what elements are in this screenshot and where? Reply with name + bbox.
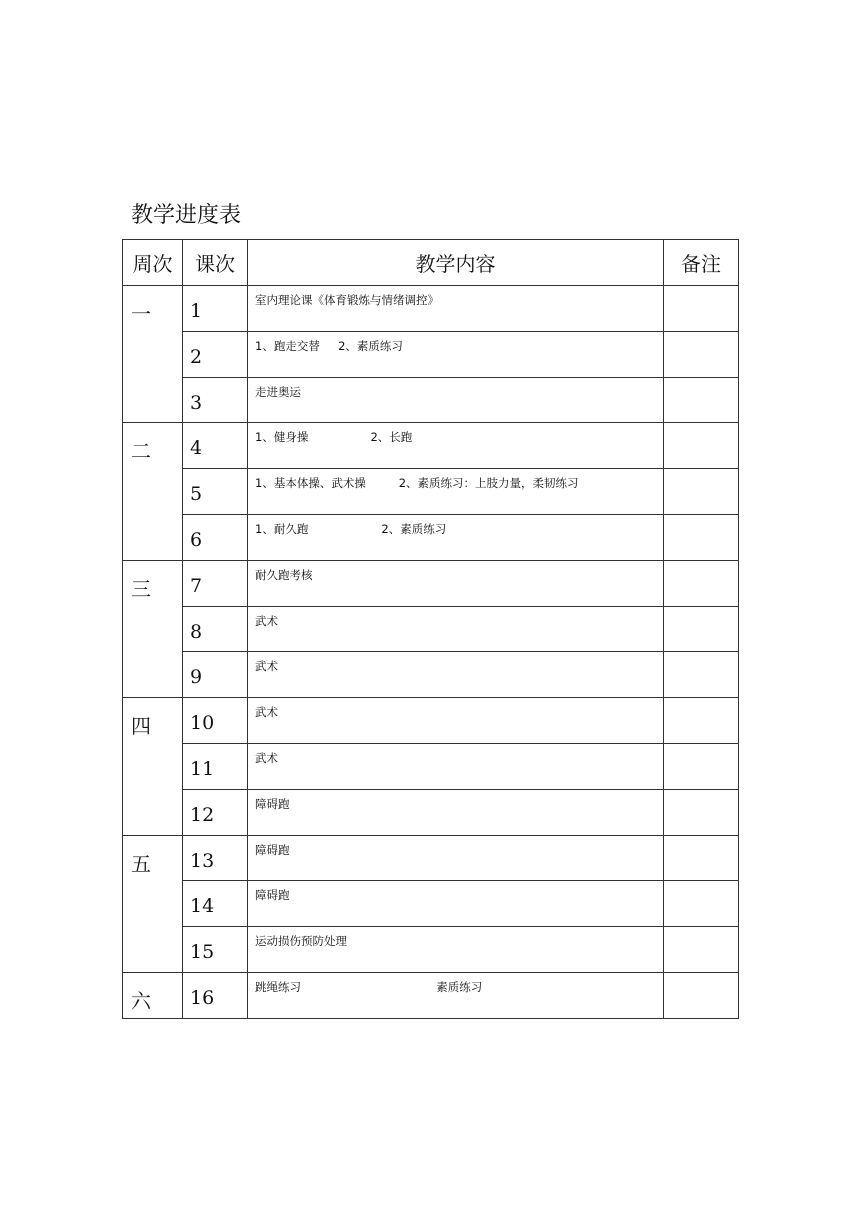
content-cell: 耐久跑考核 xyxy=(248,560,664,606)
content-cell: 1、健身操 2、长跑 xyxy=(248,423,664,469)
content-cell: 1、基本体操、武术操 2、素质练习：上肢力量，柔韧练习 xyxy=(248,469,664,515)
content-cell: 1、耐久跑 2、素质练习 xyxy=(248,514,664,560)
table-row xyxy=(123,972,739,1018)
content-cell: 运动损伤预防处理 xyxy=(248,927,664,973)
note-cell xyxy=(664,514,739,560)
lesson-cell: 9 xyxy=(183,652,248,698)
week-cell: 五 xyxy=(123,835,183,972)
lesson-cell: 11 xyxy=(183,743,248,789)
lesson-cell: 2 xyxy=(183,331,248,377)
lesson-cell: 15 xyxy=(183,927,248,973)
table-row xyxy=(123,881,739,927)
table-row xyxy=(123,286,739,332)
lesson-cell: 6 xyxy=(183,514,248,560)
content-cell: 武术 xyxy=(248,606,664,652)
note-cell xyxy=(664,286,739,332)
note-cell xyxy=(664,423,739,469)
lesson-cell: 4 xyxy=(183,423,248,469)
table-row xyxy=(123,698,739,744)
lesson-cell: 7 xyxy=(183,560,248,606)
note-cell xyxy=(664,743,739,789)
table-row xyxy=(123,560,739,606)
week-cell: 二 xyxy=(123,423,183,560)
note-cell xyxy=(664,560,739,606)
table-row xyxy=(123,927,739,973)
note-cell xyxy=(664,652,739,698)
note-cell xyxy=(664,927,739,973)
table-row xyxy=(123,423,739,469)
lesson-cell: 8 xyxy=(183,606,248,652)
table-row xyxy=(123,331,739,377)
note-cell xyxy=(664,469,739,515)
content-cell: 走进奥运 xyxy=(248,377,664,423)
lesson-cell: 12 xyxy=(183,789,248,835)
note-cell xyxy=(664,835,739,881)
content-cell: 障碍跑 xyxy=(248,789,664,835)
lesson-cell: 13 xyxy=(183,835,248,881)
header-lesson: 课次 xyxy=(183,240,248,286)
note-cell xyxy=(664,881,739,927)
content-cell: 武术 xyxy=(248,743,664,789)
week-cell: 六 xyxy=(123,972,183,1018)
teaching-schedule-table xyxy=(122,239,739,1019)
table-row xyxy=(123,514,739,560)
lesson-cell: 5 xyxy=(183,469,248,515)
table-row xyxy=(123,743,739,789)
note-cell xyxy=(664,789,739,835)
lesson-cell: 16 xyxy=(183,972,248,1018)
lesson-cell: 14 xyxy=(183,881,248,927)
content-cell: 障碍跑 xyxy=(248,881,664,927)
note-cell xyxy=(664,377,739,423)
lesson-cell: 10 xyxy=(183,698,248,744)
note-cell xyxy=(664,698,739,744)
content-cell: 武术 xyxy=(248,652,664,698)
week-cell: 三 xyxy=(123,560,183,697)
lesson-cell: 1 xyxy=(183,286,248,332)
lesson-cell: 3 xyxy=(183,377,248,423)
content-cell: 室内理论课《体育锻炼与情绪调控》 xyxy=(248,286,664,332)
table-row xyxy=(123,789,739,835)
header-row xyxy=(123,240,739,286)
table-row xyxy=(123,835,739,881)
table-row xyxy=(123,606,739,652)
week-cell: 四 xyxy=(123,698,183,835)
header-note: 备注 xyxy=(664,240,739,286)
content-cell: 跳绳练习 素质练习 xyxy=(248,972,664,1018)
note-cell xyxy=(664,331,739,377)
note-cell xyxy=(664,972,739,1018)
table-row xyxy=(123,469,739,515)
content-cell: 障碍跑 xyxy=(248,835,664,881)
table-row xyxy=(123,377,739,423)
content-cell: 武术 xyxy=(248,698,664,744)
table-row xyxy=(123,652,739,698)
header-content: 教学内容 xyxy=(248,240,664,286)
page-title: 教学进度表 xyxy=(131,203,242,228)
header-week: 周次 xyxy=(123,240,183,286)
content-cell: 1、跑走交替 2、素质练习 xyxy=(248,331,664,377)
note-cell xyxy=(664,606,739,652)
week-cell: 一 xyxy=(123,286,183,423)
